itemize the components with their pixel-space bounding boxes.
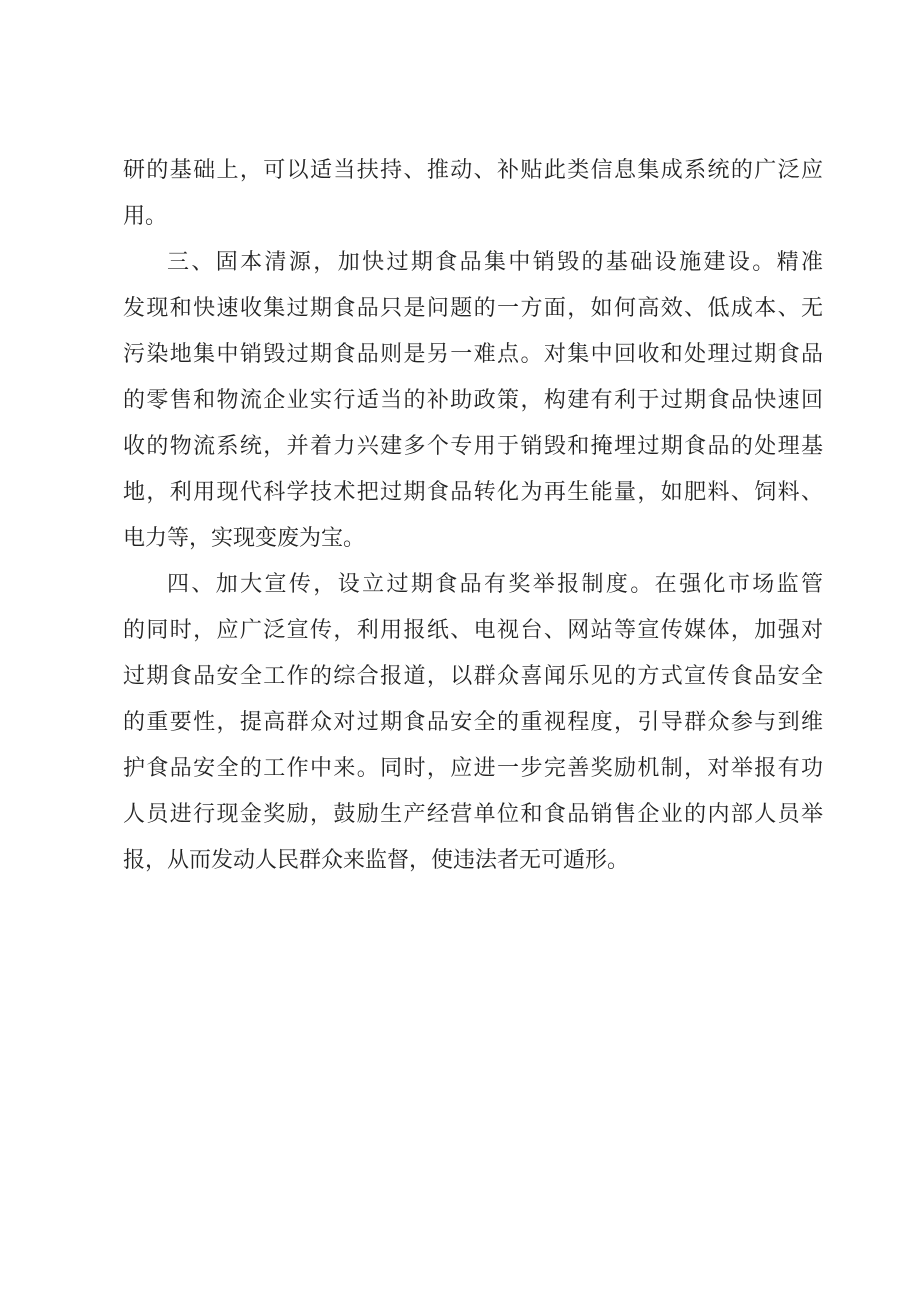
text-line: 研的基础上，可以适当扶持、推动、补贴此类信息集成系统的广泛应 xyxy=(123,158,823,183)
paragraph-three xyxy=(123,240,823,562)
text-line: 用。 xyxy=(123,204,168,229)
text-line: 人员进行现金奖励，鼓励生产经营单位和食品销售企业的内部人员举 xyxy=(123,802,823,827)
text-line: 护食品安全的工作中来。同时，应进一步完善奖励机制，对举报有功 xyxy=(123,756,823,781)
text-line: 的零售和物流企业实行适当的补助政策，构建有利于过期食品快速回 xyxy=(123,388,823,413)
text-line: 地，利用现代科学技术把过期食品转化为再生能量，如肥料、饲料、 xyxy=(123,480,823,505)
text-line: 发现和快速收集过期食品只是问题的一方面，如何高效、低成本、无 xyxy=(123,296,823,321)
paragraph-four xyxy=(123,562,823,884)
text-line: 的重要性，提高群众对过期食品安全的重视程度，引导群众参与到维 xyxy=(123,710,823,735)
text-line: 四、加大宣传，设立过期食品有奖举报制度。在强化市场监管 xyxy=(167,572,823,597)
text-line: 收的物流系统，并着力兴建多个专用于销毁和掩埋过期食品的处理基 xyxy=(123,434,823,459)
text-line: 电力等，实现变废为宝。 xyxy=(123,526,366,551)
paragraph-continuation xyxy=(123,148,823,240)
text-line: 三、固本清源，加快过期食品集中销毁的基础设施建设。精准 xyxy=(167,250,823,275)
text-line: 的同时，应广泛宣传，利用报纸、电视台、网站等宣传媒体，加强对 xyxy=(123,618,823,643)
text-line: 污染地集中销毁过期食品则是另一难点。对集中回收和处理过期食品 xyxy=(123,342,823,367)
text-line: 报，从而发动人民群众来监督，使违法者无可遁形。 xyxy=(123,848,630,873)
text-line: 过期食品安全工作的综合报道，以群众喜闻乐见的方式宣传食品安全 xyxy=(123,664,823,689)
document-body xyxy=(123,148,823,884)
